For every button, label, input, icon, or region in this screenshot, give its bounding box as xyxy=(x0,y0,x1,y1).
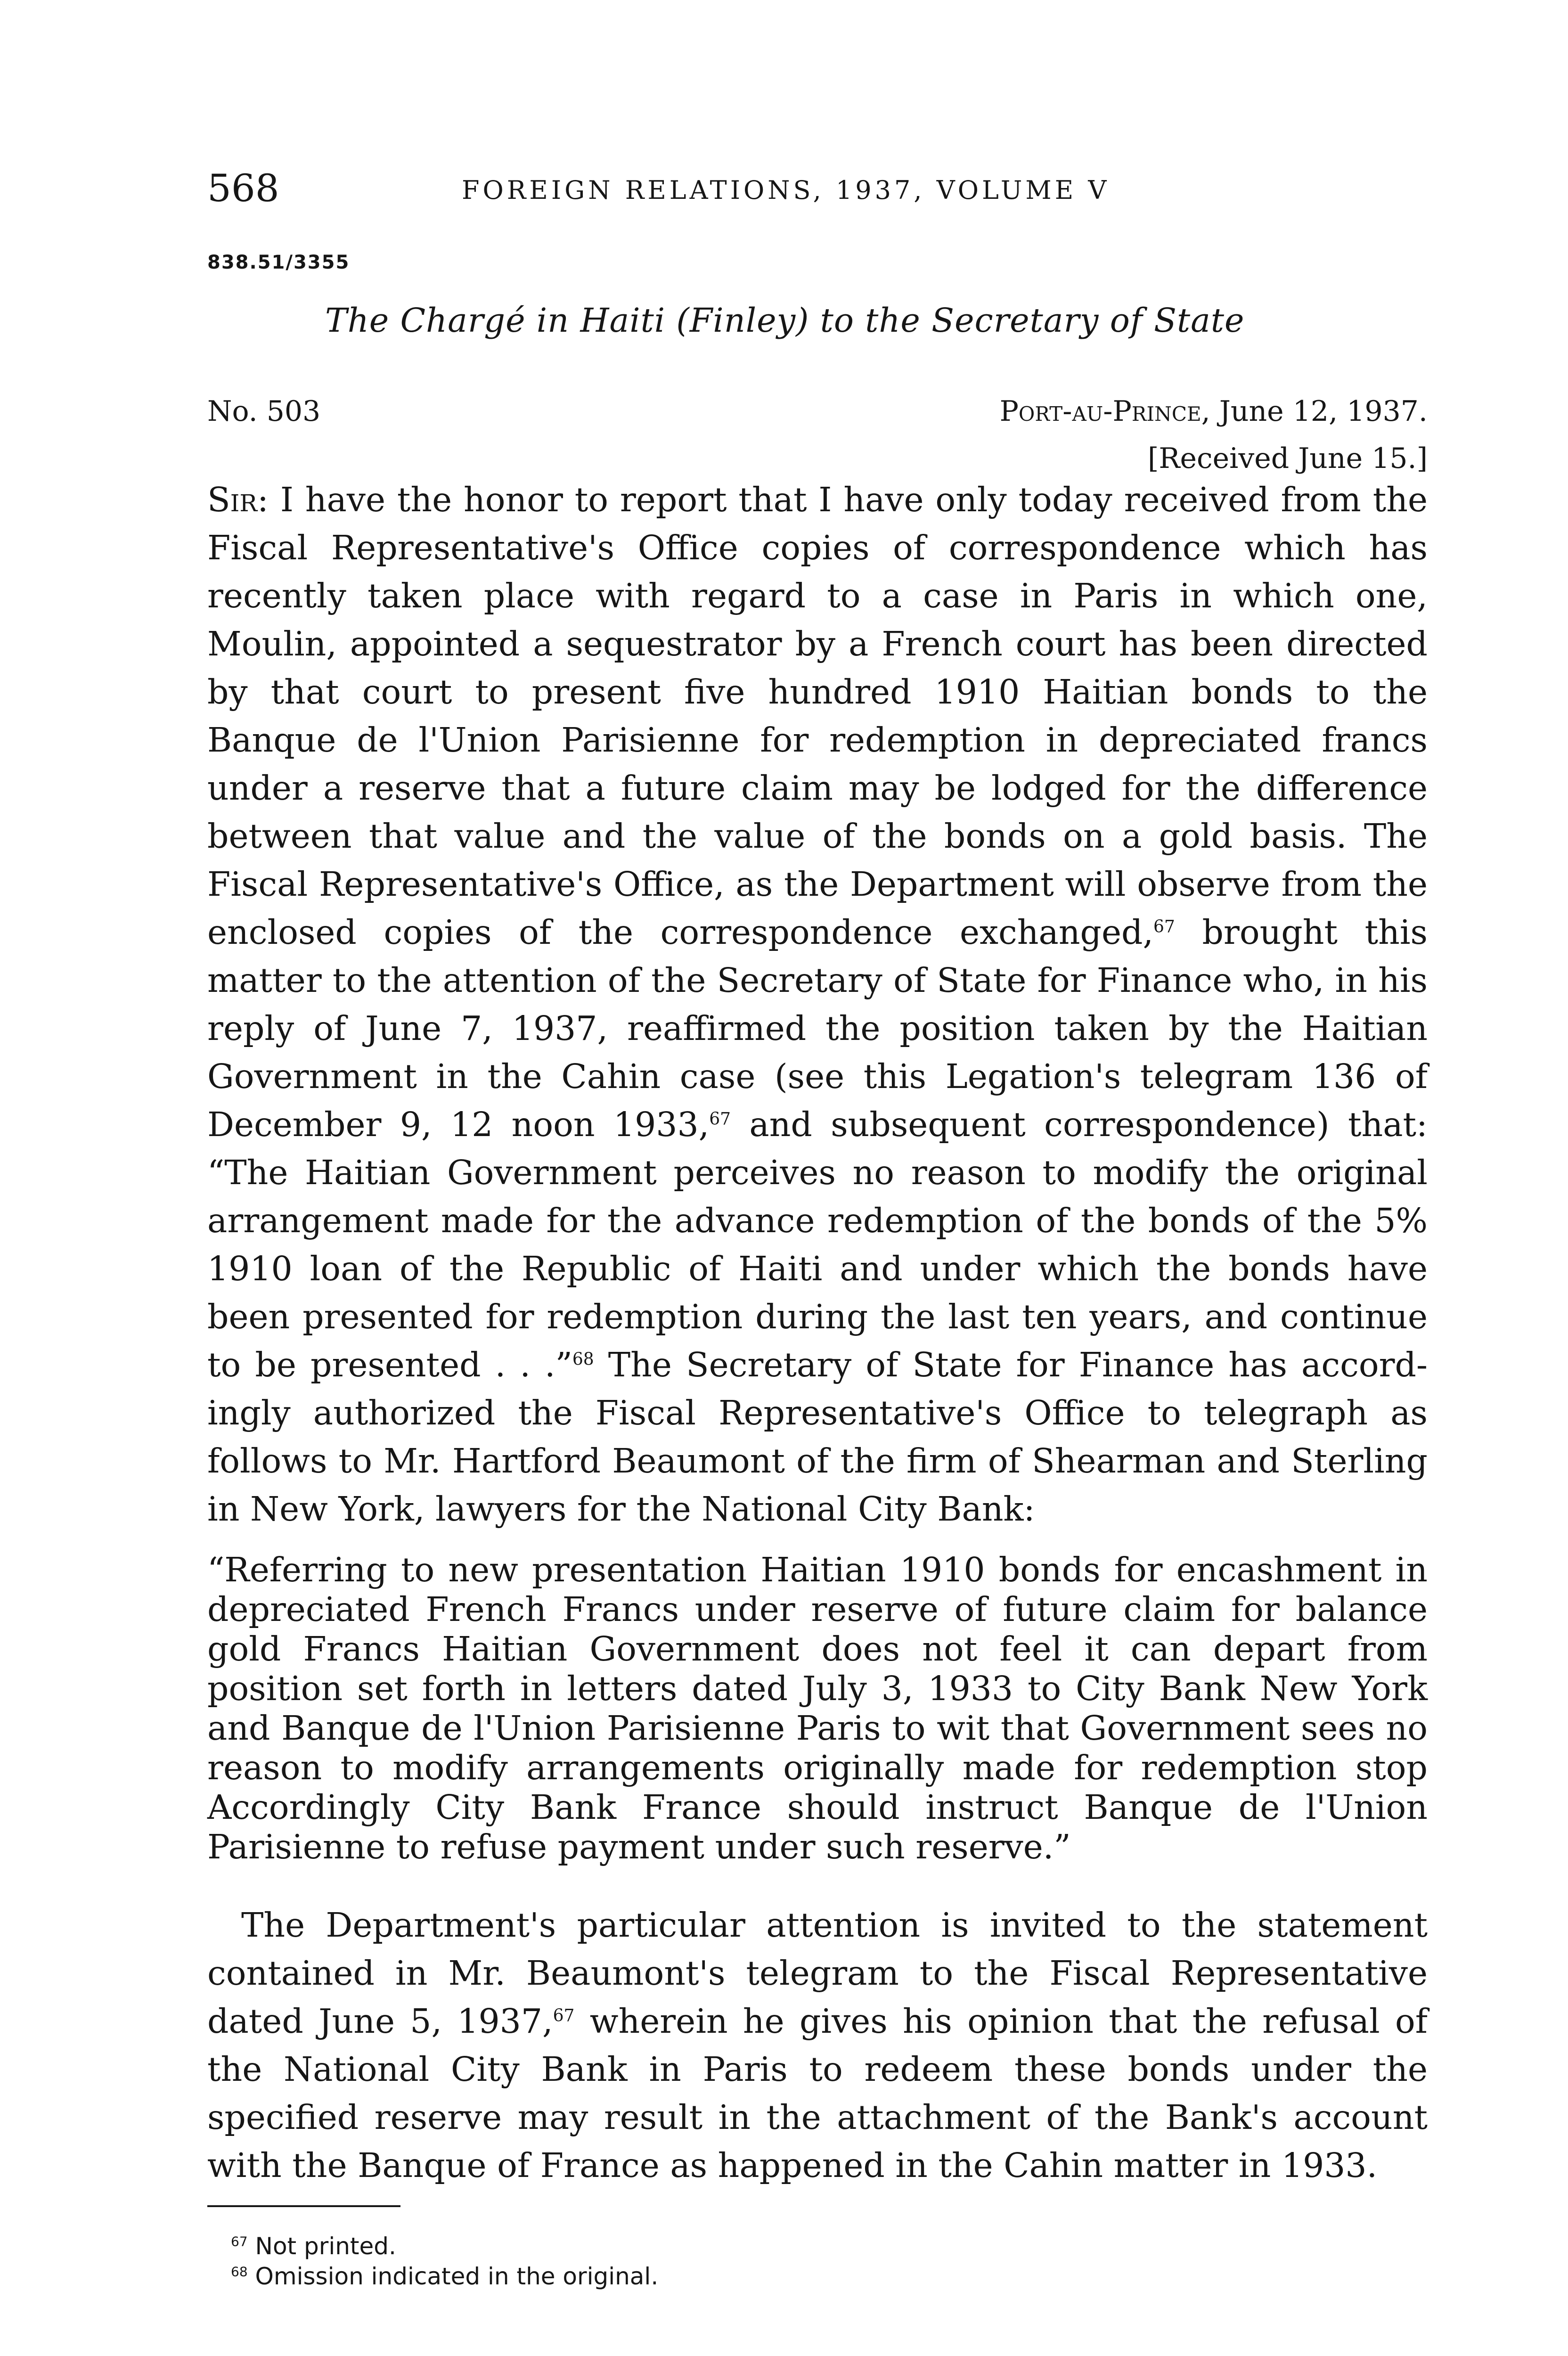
footnote-text: Not printed. xyxy=(255,2233,396,2260)
running-head: FOREIGN RELATIONS, 1937, VOLUME V xyxy=(462,175,1110,205)
dateline xyxy=(1000,390,1428,480)
page-number: 568 xyxy=(207,166,279,210)
body-paragraph-1 xyxy=(207,476,1428,1533)
document-title: The Chargé in Haiti (Finley) to the Secretary of State xyxy=(325,301,1245,340)
salutation: Sir xyxy=(207,480,258,519)
footnote-reference: 67 xyxy=(1153,917,1175,937)
document-number: No. 503 xyxy=(207,395,321,428)
body-text-segment: wherein he gives his opinion that the refusal of the National City Bank in Paris to redeem these bonds under the specified reserve may result in the attachment of the Bank's account with the Banque of France as happened in the Cahin matter in 1933. xyxy=(207,2002,1428,2185)
body-text-segment: The Secretary of State for Finance has accordingly authorized the Fiscal Representative's Office to telegraph as follows to Mr. Hartford Beaumont of the firm of Shearman and Sterling in New York, lawyers for the National City Bank: xyxy=(207,1345,1428,1529)
page-header xyxy=(207,165,1428,217)
body-text-segment: brought this matter to the attention of the Secretary of State for Finance who, in his reply of June 7, 1937, reaffirmed the position taken by the Haitian Government in the Cahin case (see this Legation's telegram 136 of December 9, 12 noon 1933, xyxy=(207,913,1428,1144)
dateline-date: , June 12, 1937. xyxy=(1201,395,1428,428)
dateline-place-date xyxy=(1000,390,1428,433)
file-number: 838.51/3355 xyxy=(207,252,350,273)
dateline-place: Port-au-Prince xyxy=(999,395,1201,428)
body-text-segment: The Department's particular attention is invited to the statement contained in Mr. Beaumont's telegram to the Fiscal Representative dated June 5, 1937, xyxy=(207,1906,1428,2041)
footnote-reference: 68 xyxy=(572,1350,594,1369)
body-text-segment: : I have the honor to report that I have only today received from the Fiscal Representative's Office copies of correspondence which has recently taken place with regard to a case in Paris in which one, Moulin, appointed a sequestrator by a French court has been directed by that court to present five hundred 1910 Haitian bonds to the Banque de l'Union Parisienne for redemption in depreciated francs under a reserve that a future claim may be lodged for the difference between that value and the value of the bonds on a gold basis. The Fiscal Representative's Office, as the Department will observe from the enclosed copies of the correspondence exchanged, xyxy=(207,480,1428,952)
footnote-68 xyxy=(231,2261,658,2291)
footnote-67 xyxy=(231,2231,658,2261)
footnote-divider xyxy=(207,2205,400,2207)
footnote-marker: 67 xyxy=(231,2233,248,2250)
footnote-text: Omission indicated in the original. xyxy=(255,2263,659,2290)
telegram-quote: “Referring to new presentation Haitian 1910 bonds for encashment in depreciated French Francs under reserve of future claim for balance gold Francs Haitian Government does not feel it can depart from position set forth in letters dated July 3, 1933 to City Bank New York and Banque de l'Union Parisienne Paris to wit that Government sees no reason to modify arrangements originally made for redemption stop Accordingly City Bank France should instruct Banque de l'Union Parisienne to refuse payment under such reserve.” xyxy=(207,1550,1428,1866)
footnote-reference: 67 xyxy=(553,2006,575,2026)
footnote-marker: 68 xyxy=(231,2264,248,2280)
received-date: [Received June 15.] xyxy=(1147,442,1428,475)
body-text-segment: and subsequent correspondence) that: “The Haitian Government perceives no reason to modify the original arrangement made for the advance redemption of the bonds of the 5% 1910 loan of the Republic of Haiti and under which the bonds have been presented for redemption during the last ten years, and continue to be presented . . .” xyxy=(207,1105,1428,1384)
footnotes xyxy=(231,2231,658,2291)
footnote-reference: 67 xyxy=(709,1109,731,1129)
body-paragraph-2 xyxy=(207,1901,1428,2190)
